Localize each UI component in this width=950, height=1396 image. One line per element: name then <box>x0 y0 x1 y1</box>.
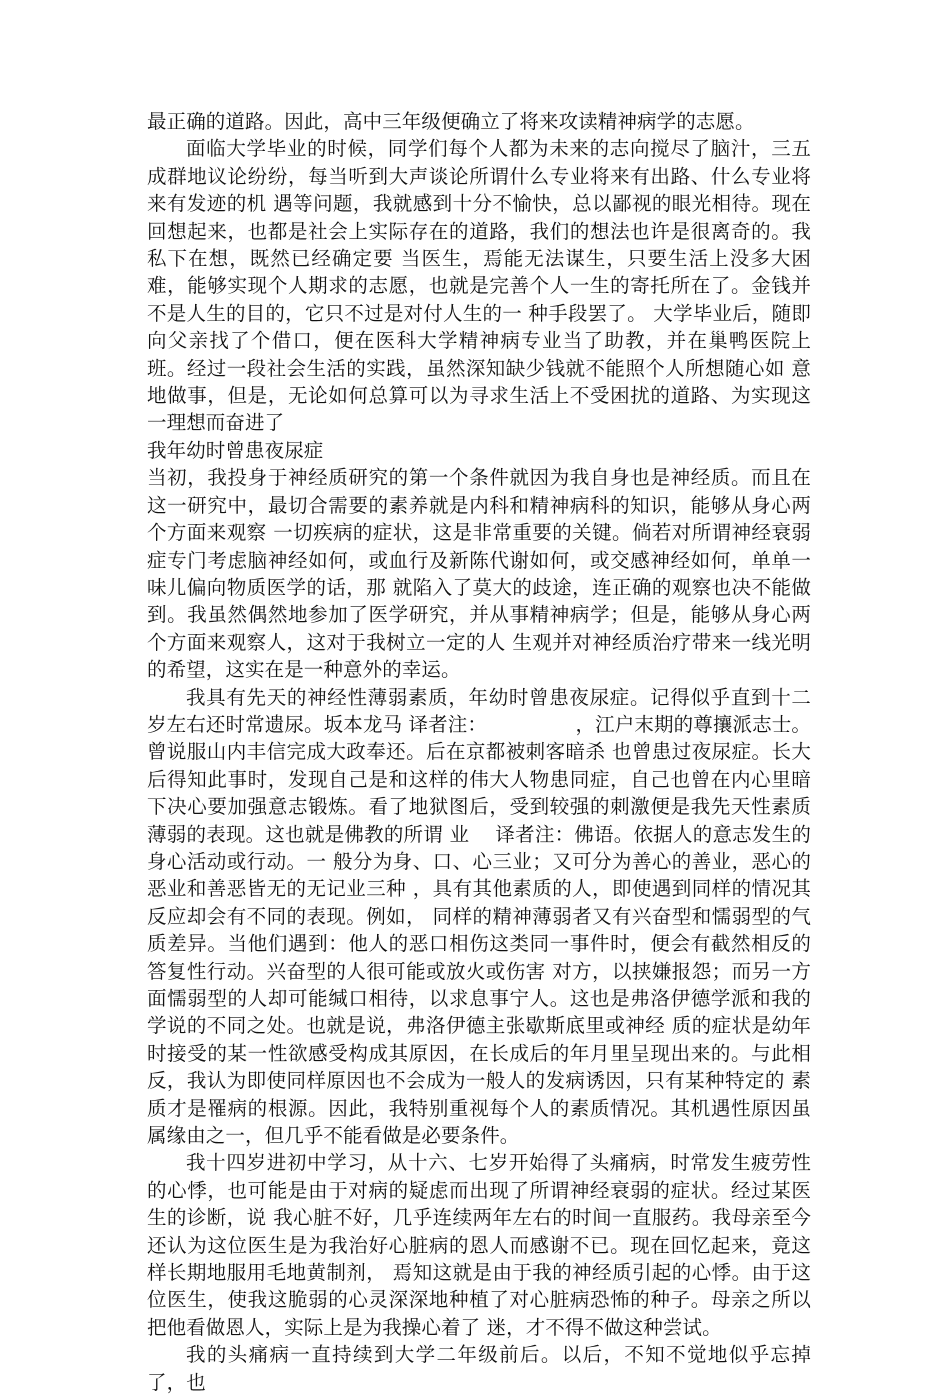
paragraph-1: 最正确的道路。因此，高中三年级便确立了将来攻读精神病学的志愿。 <box>147 110 755 133</box>
paragraph-3: 当初，我投身于神经质研究的第一个条件就因为我自身也是神经质。而且在这一研究中，最切合需要的素养就是内科和精神病科的知识，能够从身心两个方面来观察 一切疾病的症状，这是非常重要的关键。倘若对所谓神经衰弱症专门考虑脑神经如何，或血行及新陈代谢如何，或交感神经如何，单单一味儿偏向物质医学的话，那 就陷入了莫大的歧途，连正确的观察也决不能做到。我虽然偶然地参加了医学研究，并从事精神病学；但是，能够从身心两个方面来观察人，这对于我树立一定的人 生观并对神经质治疗带来一线光明的希望，这实在是一种意外的幸运。 <box>147 466 811 682</box>
paragraph-5: 我十四岁进初中学习，从十六、七岁开始得了头痛病，时常发生疲劳性的心悸，也可能是由于对病的疑虑而出现了所谓神经衰弱的症状。经过某医生的诊断，说 我心脏不好，几乎连续两年左右的时间一直服药。我母亲至今还认为这位医生是为我治好心脏病的恩人而感谢不已。现在回忆起来，竟这样长期地服用毛地黄制剂， 焉知这就是由于我的神经质引起的心悸。由于这位医生，使我这脆弱的心灵深深地种植了对心脏病恐怖的种子。母亲之所以把他看做恩人，实际上是为我操心着了 迷，才不得不做这种尝试。 <box>147 1151 811 1339</box>
section-heading: 我年幼时曾患夜尿症 <box>147 438 324 462</box>
paragraph-6: 我的头痛病一直持续到大学二年级前后。以后，不知不觉地似乎忘掉了，也 <box>147 1343 811 1394</box>
paragraph-4: 我具有先天的神经性薄弱素质，年幼时曾患夜尿症。记得似乎直到十二岁左右还时常遗尿。坂本龙马 译者注： ，江户末期的尊攘派志士。 曾说服山内丰信完成大政奉还。后在京都被刺客暗杀 也曾患过夜尿症。长大后得知此事时，发现自己是和这样的伟大人物患同症，自己也曾在内心里暗下决心要加强意志锻炼。看了地狱图后，受到较强的刺激便是我先天性素质薄弱的表现。这也就是佛教的所谓 业 译者注：佛语。依据人的意志发生的身心活动或行动。一 般分为身、口、心三业；又可分为善心的善业，恶心的恶业和善恶皆无的无记业三种 ，具有其他素质的人，即使遇到同样的情况其反应却会有不同的表现。例如， 同样的精神薄弱者又有兴奋型和懦弱型的气质差异。当他们遇到：他人的恶口相伤这类同一事件时，便会有截然相反的答复性行动。兴奋型的人很可能或放火或伤害 对方，以挟嫌报怨；而另一方面懦弱型的人却可能缄口相待，以求息事宁人。这也是弗洛伊德学派和我的学说的不同之处。也就是说，弗洛伊德主张歇斯底里或神经 质的症状是幼年时接受的某一性欲感受构成其原因，在长成后的年月里呈现出来的。与此相反，我认为即使同样原因也不会成为一般人的发病诱因，只有某种特定的 素质才是罹病的根源。因此，我特别重视每个人的素质情况。其机遇性原因虽属缘由之一，但几乎不能看做是必要条件。 <box>147 685 811 1148</box>
document-page <box>147 108 811 1396</box>
paragraph-2: 面临大学毕业的时候，同学们每个人都为未来的志向搅尽了脑汁，三五成群地议论纷纷，每当听到大声谈论所谓什么专业将来有出路、什么专业将来有发迹的机 遇等问题，我就感到十分不愉快，总以鄙视的眼光相待。现在回想起来，也都是社会上实际存在的道路，我们的想法也许是很离奇的。我私下在想，既然已经确定要 当医生，焉能无法谋生，只要生活上没多大困难，能够实现个人期求的志愿，也就是完善个人一生的寄托所在了。金钱并不是人生的目的，它只不过是对付人生的一 种手段罢了。 大学毕业后，随即向父亲找了个借口，便在医科大学精神病专业当了助教，并在巢鸭医院上班。经过一段社会生活的实践，虽然深知缺少钱就不能照个人所想随心如 意地做事，但是，无论如何总算可以为寻求生活上不受困扰的道路、为实现这一理想而奋进了 <box>147 137 811 435</box>
